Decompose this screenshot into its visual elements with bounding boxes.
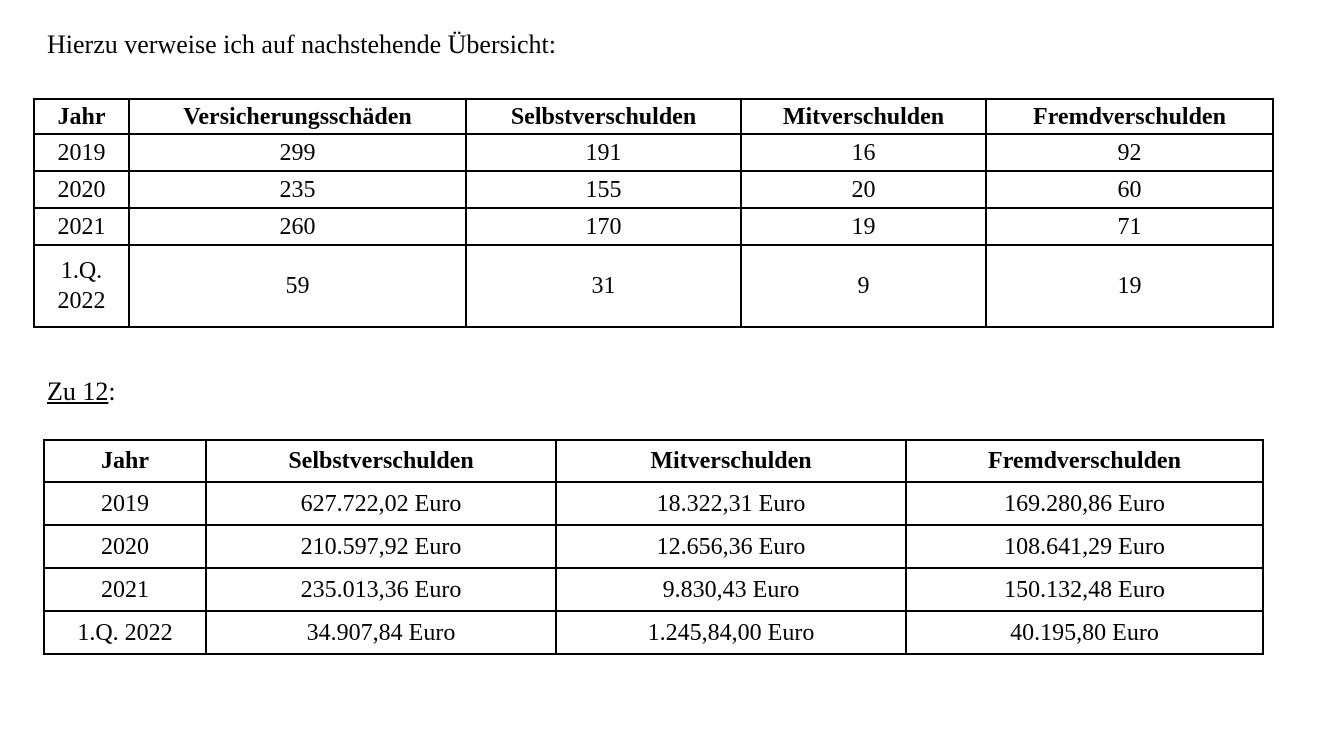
value-cell: 20 xyxy=(741,171,986,208)
claims-amount-table xyxy=(43,439,1264,655)
value-cell: 92 xyxy=(986,134,1273,171)
value-cell: 191 xyxy=(466,134,741,171)
value-cell: 71 xyxy=(986,208,1273,245)
section-reference-label: Zu 12 xyxy=(47,377,109,406)
year-cell: 2020 xyxy=(34,171,129,208)
amount-cell: 12.656,36 Euro xyxy=(556,525,906,568)
year-cell: 2021 xyxy=(34,208,129,245)
table-row xyxy=(44,568,1263,611)
col-header-jahr: Jahr xyxy=(44,440,206,482)
section-reference-suffix: : xyxy=(108,377,116,406)
table-row xyxy=(34,208,1273,245)
claims-count-header-row xyxy=(34,99,1273,134)
col-header-versicherungsschaeden: Versicherungsschäden xyxy=(129,99,466,134)
amount-cell: 150.132,48 Euro xyxy=(906,568,1263,611)
table-row xyxy=(34,245,1273,327)
claims-amount-header-row xyxy=(44,440,1263,482)
value-cell: 19 xyxy=(741,208,986,245)
value-cell: 19 xyxy=(986,245,1273,327)
year-cell: 2020 xyxy=(44,525,206,568)
value-cell: 235 xyxy=(129,171,466,208)
intro-text: Hierzu verweise ich auf nachstehende Übersicht: xyxy=(47,30,556,59)
table-row xyxy=(44,525,1263,568)
col-header-fremdverschulden: Fremdverschulden xyxy=(986,99,1273,134)
value-cell: 155 xyxy=(466,171,741,208)
amount-cell: 169.280,86 Euro xyxy=(906,482,1263,525)
value-cell: 9 xyxy=(741,245,986,327)
col-header-mitverschulden: Mitverschulden xyxy=(741,99,986,134)
value-cell: 16 xyxy=(741,134,986,171)
amount-cell: 18.322,31 Euro xyxy=(556,482,906,525)
amount-cell: 627.722,02 Euro xyxy=(206,482,556,525)
claims-count-table xyxy=(33,98,1274,328)
col-header-mitverschulden: Mitverschulden xyxy=(556,440,906,482)
value-cell: 170 xyxy=(466,208,741,245)
col-header-selbstverschulden: Selbstverschulden xyxy=(466,99,741,134)
year-cell: 2019 xyxy=(34,134,129,171)
value-cell: 299 xyxy=(129,134,466,171)
table-row xyxy=(44,482,1263,525)
table-row xyxy=(34,134,1273,171)
table-row xyxy=(34,171,1273,208)
amount-cell: 108.641,29 Euro xyxy=(906,525,1263,568)
value-cell: 31 xyxy=(466,245,741,327)
year-cell: 2021 xyxy=(44,568,206,611)
col-header-fremdverschulden: Fremdverschulden xyxy=(906,440,1263,482)
amount-cell: 40.195,80 Euro xyxy=(906,611,1263,654)
value-cell: 59 xyxy=(129,245,466,327)
amount-cell: 34.907,84 Euro xyxy=(206,611,556,654)
value-cell: 260 xyxy=(129,208,466,245)
section-reference xyxy=(47,375,1324,409)
year-cell: 1.Q. 2022 xyxy=(34,245,129,327)
year-cell: 1.Q. 2022 xyxy=(44,611,206,654)
table-row xyxy=(44,611,1263,654)
value-cell: 60 xyxy=(986,171,1273,208)
col-header-selbstverschulden: Selbstverschulden xyxy=(206,440,556,482)
amount-cell: 1.245,84,00 Euro xyxy=(556,611,906,654)
amount-cell: 9.830,43 Euro xyxy=(556,568,906,611)
col-header-jahr: Jahr xyxy=(34,99,129,134)
year-cell: 2019 xyxy=(44,482,206,525)
amount-cell: 210.597,92 Euro xyxy=(206,525,556,568)
amount-cell: 235.013,36 Euro xyxy=(206,568,556,611)
